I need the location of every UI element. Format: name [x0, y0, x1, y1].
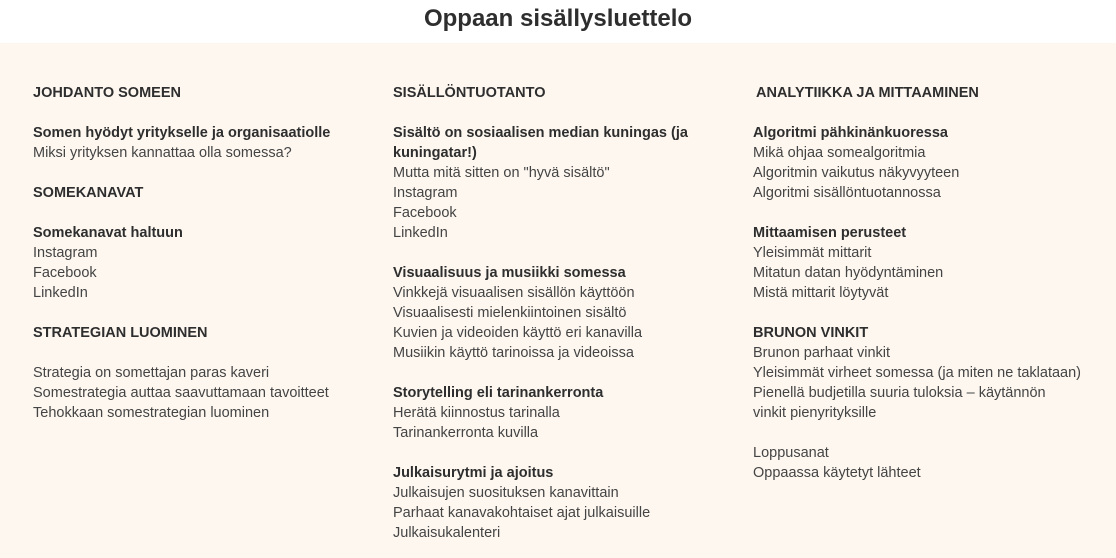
- toc-item[interactable]: Yleisimmät mittarit: [753, 245, 872, 261]
- toc-item[interactable]: Musiikin käyttö tarinoissa ja videoissa: [393, 345, 634, 361]
- chapter-title[interactable]: Somekanavat haltuun: [33, 225, 183, 241]
- toc-item[interactable]: Instagram: [33, 245, 98, 261]
- chapter-title[interactable]: Sisältö on sosiaalisen median kuningas (ja: [393, 125, 688, 141]
- toc-item[interactable]: Loppusanat: [753, 445, 829, 461]
- chapter-title[interactable]: Visuaalisuus ja musiikki somessa: [393, 265, 626, 281]
- toc-item[interactable]: Kuvien ja videoiden käyttö eri kanavilla: [393, 325, 643, 341]
- toc-item[interactable]: LinkedIn: [393, 225, 448, 241]
- toc-columns: [0, 43, 1116, 558]
- toc-item[interactable]: Algoritmin vaikutus näkyvyyteen: [753, 165, 960, 181]
- toc-item[interactable]: Mitatun datan hyödyntäminen: [753, 265, 944, 281]
- toc-item[interactable]: Yleisimmät virheet somessa (ja miten ne taklataan): [753, 365, 1081, 381]
- toc-item[interactable]: Visuaalisesti mielenkiintoinen sisältö: [393, 305, 627, 321]
- chapter-title-continued[interactable]: kuningatar!): [393, 145, 477, 161]
- toc-item[interactable]: Tarinankerronta kuvilla: [393, 425, 539, 441]
- toc-item[interactable]: Mutta mitä sitten on "hyvä sisältö": [393, 165, 610, 181]
- section-heading[interactable]: SISÄLLÖNTUOTANTO: [393, 85, 546, 101]
- toc-item[interactable]: Algoritmi sisällöntuotannossa: [753, 185, 941, 201]
- section-heading[interactable]: SOMEKANAVAT: [33, 185, 144, 201]
- chapter-title[interactable]: Algoritmi pähkinänkuoressa: [753, 125, 948, 141]
- toc-item[interactable]: Facebook: [33, 265, 97, 281]
- toc-item[interactable]: Strategia on somettajan paras kaveri: [33, 365, 270, 381]
- toc-item[interactable]: Mikä ohjaa somealgoritmia: [753, 145, 926, 161]
- toc-item[interactable]: Julkaisukalenteri: [393, 525, 501, 541]
- chapter-title[interactable]: Mittaamisen perusteet: [753, 225, 907, 241]
- toc-column-2: [393, 83, 733, 543]
- chapter-title[interactable]: Somen hyödyt yritykselle ja organisaatiolle: [33, 125, 331, 141]
- toc-item[interactable]: Mistä mittarit löytyvät: [753, 285, 889, 301]
- toc-item[interactable]: Oppaassa käytetyt lähteet: [753, 465, 921, 481]
- title-bar: [0, 0, 1116, 43]
- toc-item[interactable]: Somestrategia auttaa saavuttamaan tavoitteet: [33, 385, 329, 401]
- chapter-title[interactable]: Julkaisurytmi ja ajoitus: [393, 465, 554, 481]
- toc-item[interactable]: Pienellä budjetilla suuria tuloksia – käytännön: [753, 385, 1046, 401]
- section-heading[interactable]: STRATEGIAN LUOMINEN: [33, 325, 208, 341]
- toc-item[interactable]: Herätä kiinnostus tarinalla: [393, 405, 560, 421]
- toc-item[interactable]: Instagram: [393, 185, 458, 201]
- toc-item[interactable]: Brunon parhaat vinkit: [753, 345, 891, 361]
- toc-item[interactable]: Facebook: [393, 205, 457, 221]
- toc-item-continued[interactable]: vinkit pienyrityksille: [753, 405, 877, 421]
- section-heading[interactable]: JOHDANTO SOMEEN: [33, 85, 181, 101]
- chapter-title[interactable]: Storytelling eli tarinankerronta: [393, 385, 604, 401]
- section-heading[interactable]: ANALYTIIKKA JA MITTAAMINEN: [756, 85, 979, 101]
- toc-item[interactable]: LinkedIn: [33, 285, 88, 301]
- toc-item[interactable]: Tehokkaan somestrategian luominen: [33, 405, 270, 421]
- toc-item[interactable]: Vinkkejä visuaalisen sisällön käyttöön: [393, 285, 635, 301]
- toc-column-1: [33, 83, 373, 423]
- toc-item[interactable]: Miksi yrityksen kannattaa olla somessa?: [33, 145, 292, 161]
- toc-column-3: [753, 83, 1093, 483]
- chapter-title[interactable]: BRUNON VINKIT: [753, 325, 869, 341]
- toc-item[interactable]: Julkaisujen suosituksen kanavittain: [393, 485, 619, 501]
- toc-item[interactable]: Parhaat kanavakohtaiset ajat julkaisuille: [393, 505, 651, 521]
- page-title: Oppaan sisällysluettelo: [423, 4, 693, 32]
